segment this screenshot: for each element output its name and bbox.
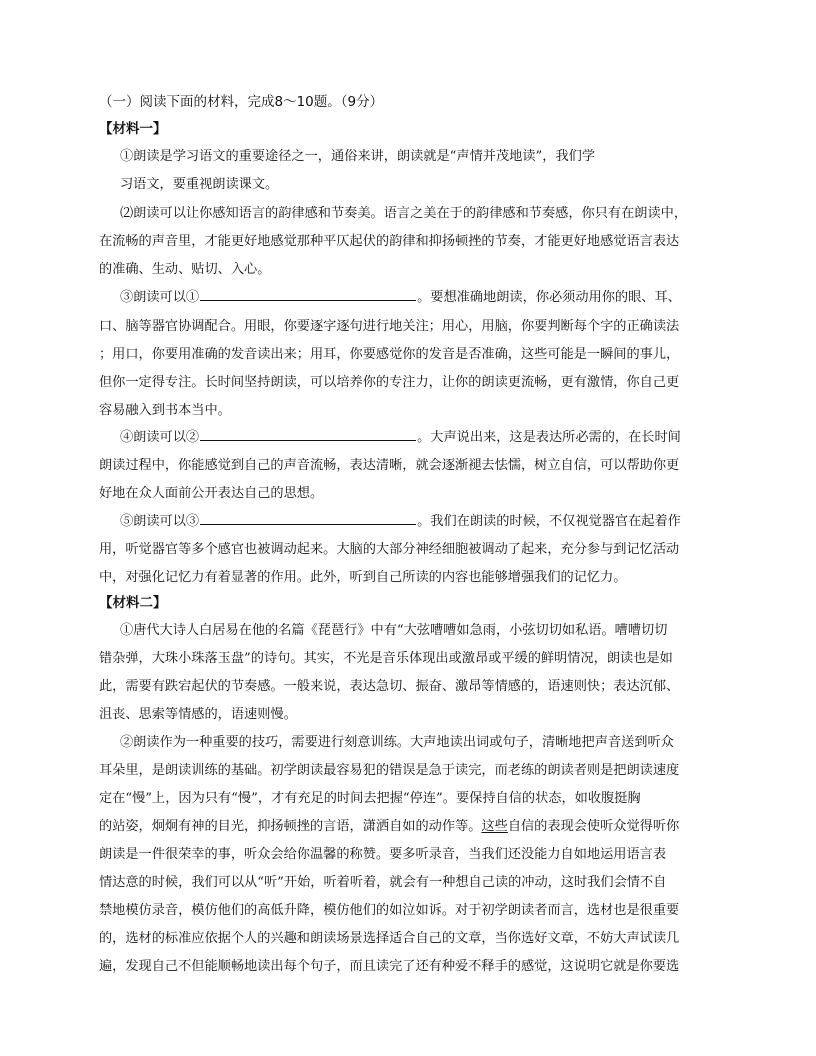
m1-p2-line2: 在流畅的声音里，才能更好地感觉那种平仄起伏的韵律和抑扬顿挫的节奏，才能更好地感觉语言表达 <box>99 234 680 249</box>
m2-p1-line2: 错杂弹，大珠小珠落玉盘”的诗句。其实，不光是音乐体现出或激昂或平缓的鲜明情况，朗读也是如 <box>99 651 673 666</box>
m1-p4-lead: ④朗读可以② <box>120 430 200 445</box>
m2-p2-line6: 情达意的时候，我们可以从“听”开始，听着听着，就会有一种想自己读的冲动，这时我们会情不自 <box>99 875 667 890</box>
m2-p2-line4-b: 自信的表现会使听众觉得听你 <box>507 819 680 834</box>
m1-p1-line2: 习语文，要重视朗读课文。 <box>120 177 279 192</box>
material-two-title: 【材料二】 <box>99 595 167 611</box>
m2-p2-line8: 的，选材的标准应依据个人的兴趣和朗读场景选择适合自己的文章，当你选好文章，不妨大声试读几 <box>99 931 680 946</box>
m2-p2-line4-a: 的站姿，炯炯有神的目光，抑扬顿挫的言语，潇洒自如的动作等。 <box>99 819 482 834</box>
m1-p4-tail: 。大声说出来，这是表达所必需的，在长时间 <box>417 430 681 445</box>
underlined-term: 这些 <box>481 819 508 834</box>
fill-blank-1[interactable] <box>200 288 416 301</box>
fill-blank-3[interactable] <box>200 512 416 525</box>
m1-p1-line1: ①朗读是学习语文的重要途径之一，通俗来讲，朗读就是“声情并茂地读”，我们学 <box>120 149 596 164</box>
m1-p3-line2: 口、脑等器官协调配合。用眼，你要逐字逐句进行地关注；用心，用脑，你要判断每个字的正确读法 <box>99 319 680 334</box>
m2-p2-line2: 耳朵里，是朗读训练的基础。初学朗读最容易犯的错误是急于读完，而老练的朗读者则是把朗读速度 <box>99 763 680 778</box>
m1-p5-line3: 中，对强化记忆力有着显著的作用。此外，听到自己所读的内容也能够增强我们的记忆力。 <box>99 570 627 585</box>
m1-p3-lead: ③朗读可以① <box>120 290 200 305</box>
m1-p4-line1 <box>120 428 681 448</box>
m1-p4-line2: 朗读过程中，你能感觉到自己的声音流畅，表达清晰，就会逐渐褪去怯懦，树立自信，可以帮助你更 <box>99 458 680 473</box>
m2-p2-line7: 禁地模仿录音，模仿他们的高低升降，模仿他们的如泣如诉。对于初学朗读者而言，选材也是很重要 <box>99 903 680 918</box>
m1-p3-line4: 但你一定得专注。长时间坚持朗读，可以培养你的专注力，让你的朗读更流畅，更有激情，你自己更 <box>99 375 680 390</box>
m2-p2-line5: 朗读是一件很荣幸的事，听众会给你温馨的称赞。要多听录音，当我们还没能力自如地运用语言表 <box>99 847 667 862</box>
m1-p5-tail: 。我们在朗读的时候，不仅视觉器官在起着作 <box>417 514 681 529</box>
m2-p2-line1: ②朗读作为一种重要的技巧，需要进行刻意训练。大声地读出词或句子，清晰地把声音送到听众 <box>120 735 674 750</box>
m2-p2-line3: 定在“慢”上，因为只有“慢”，才有充足的时间去把握“停连”。要保持自信的状态，如收腹挺胸 <box>99 791 641 806</box>
m1-p2-line3: 的准确、生动、贴切、入心。 <box>99 262 271 277</box>
fill-blank-2[interactable] <box>200 428 416 441</box>
m2-p1-line3: 此，需要有跌宕起伏的节奏感。一般来说，表达急切、振奋、激昂等情感的，语速则快；表达沉郁、 <box>99 679 680 694</box>
m1-p2-line1: ⑵朗读可以让你感知语言的韵律感和节奏美。语言之美在于的韵律感和节奏感，你只有在朗读中， <box>120 206 688 221</box>
m1-p3-line1 <box>120 288 681 308</box>
m1-p4-line3: 好地在众人面前公开表达自己的思想。 <box>99 486 324 501</box>
m1-p3-line3: ；用口，你要用准确的发音读出来；用耳，你要感觉你的发音是否准确，这些可能是一瞬间的事儿， <box>99 347 680 362</box>
m1-p3-tail: 。要想准确地朗读，你必须动用你的眼、耳、 <box>417 290 681 305</box>
section-instruction: （一）阅读下面的材料，完成8～10题。（9分） <box>99 94 384 110</box>
m1-p5-lead: ⑤朗读可以③ <box>120 514 200 529</box>
m2-p1-line4: 沮丧、思索等情感的，语速则慢。 <box>99 707 297 722</box>
m2-p2-line4 <box>99 817 679 837</box>
m1-p3-line5: 容易融入到书本当中。 <box>99 403 231 418</box>
m2-p1-line1: ①唐代大诗人白居易在他的名篇《琵琶行》中有“大弦嘈嘈如急雨，小弦切切如私语。嘈嘈切切 <box>120 623 668 638</box>
material-one-title: 【材料一】 <box>99 121 167 137</box>
m1-p5-line1 <box>120 512 681 532</box>
m1-p5-line2: 用，听觉器官等多个感官也被调动起来。大脑的大部分神经细胞被调动了起来，充分参与到记忆活动 <box>99 542 680 557</box>
m2-p2-line9: 遍，发现自己不但能顺畅地读出每个句子，而且读完了还有种爱不释手的感觉，这说明它就是你要选 <box>99 959 680 974</box>
